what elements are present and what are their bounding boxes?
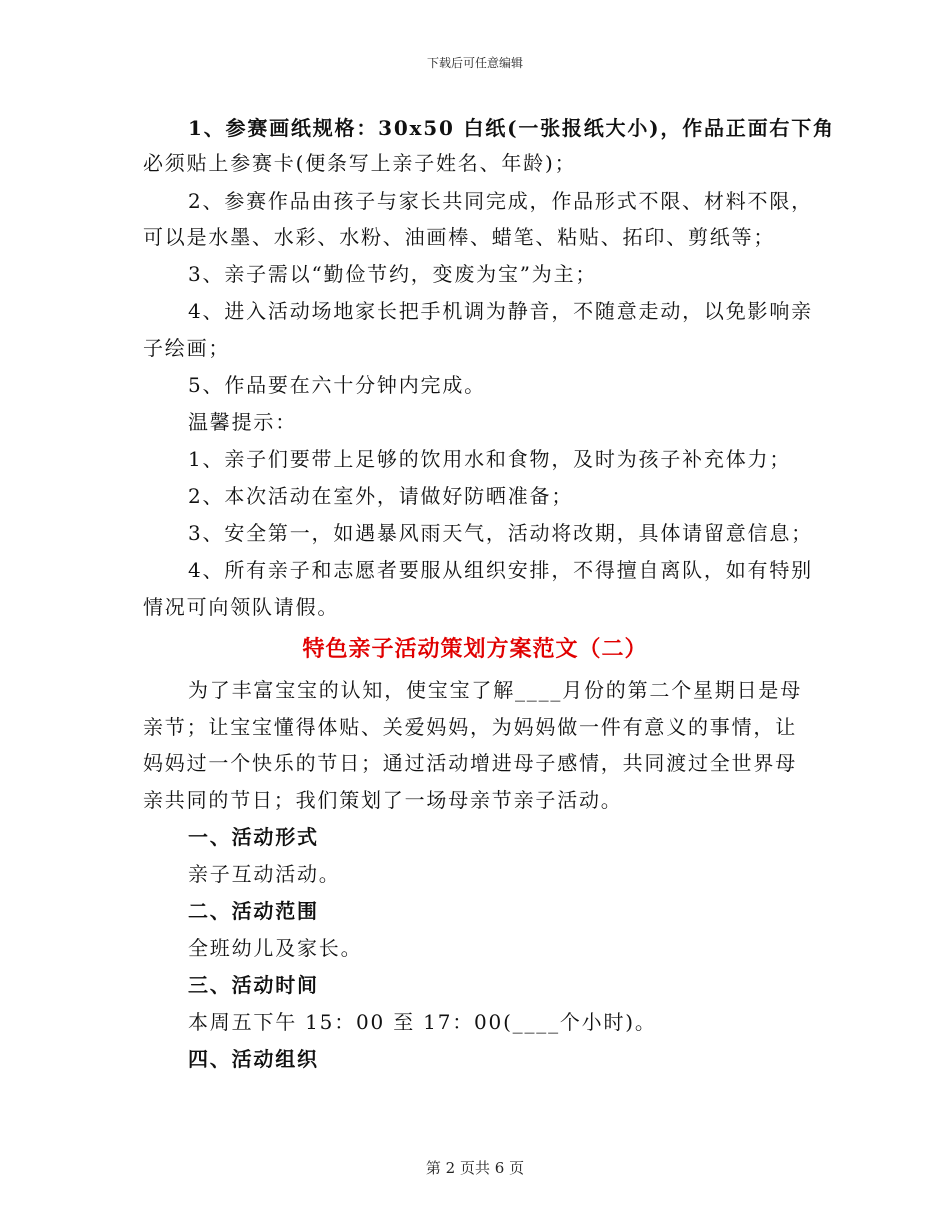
- tip-4-line-1: 4、所有亲子和志愿者要服从组织安排，不得擅自离队，如有特别: [188, 558, 813, 582]
- section-title: 特色亲子活动策划方案范文（二）: [302, 637, 648, 662]
- heading-activity-form: 一、活动形式: [188, 825, 319, 849]
- rule-2-line-1: 2、参赛作品由孩子与家长共同完成，作品形式不限、材料不限，: [188, 189, 813, 213]
- tip-2: 2、本次活动在室外，请做好防晒准备；: [188, 484, 574, 508]
- rule-5: 5、作品要在六十分钟内完成。: [188, 373, 486, 397]
- page-header-note: 下载后可任意编辑: [426, 56, 523, 70]
- page-footer-number: 第 2 页共 6 页: [425, 1159, 525, 1177]
- heading-activity-time: 三、活动时间: [188, 973, 319, 997]
- heading-activity-organization: 四、活动组织: [188, 1047, 319, 1071]
- rule-2-line-2: 可以是水墨、水彩、水粉、油画棒、蜡笔、粘贴、拓印、剪纸等；: [143, 225, 776, 249]
- intro-line-4: 亲共同的节日；我们策划了一场母亲节亲子活动。: [143, 788, 623, 812]
- tip-4-line-2: 情况可向领队请假。: [143, 595, 340, 619]
- intro-line-2: 亲节；让宝宝懂得体贴、关爱妈妈，为妈妈做一件有意义的事情，让: [143, 715, 797, 739]
- intro-line-1: 为了丰富宝宝的认知，使宝宝了解____月份的第二个星期日是母: [188, 678, 802, 702]
- heading-activity-scope: 二、活动范围: [188, 899, 319, 923]
- activity-scope-text: 全班幼儿及家长。: [188, 936, 363, 960]
- tips-heading: 温馨提示：: [188, 410, 297, 434]
- rule-1-line-1: 1、参赛画纸规格：30x50 白纸(一张报纸大小)，作品正面右下角: [188, 116, 835, 140]
- rule-4-line-2: 子绘画；: [143, 336, 231, 360]
- tip-1: 1、亲子们要带上足够的饮用水和食物，及时为孩子补充体力；: [188, 447, 792, 471]
- rule-1-line-2: 必须贴上参赛卡(便条写上亲子姓名、年龄)；: [143, 151, 577, 175]
- activity-form-text: 亲子互动活动。: [188, 862, 341, 886]
- rule-4-line-1: 4、进入活动场地家长把手机调为静音，不随意走动，以免影响亲: [188, 299, 813, 323]
- tip-3: 3、安全第一，如遇暴风雨天气，活动将改期，具体请留意信息；: [188, 521, 813, 545]
- intro-line-3: 妈妈过一个快乐的节日；通过活动增进母子感情，共同渡过全世界母: [143, 751, 797, 775]
- rule-3: 3、亲子需以“勤俭节约，变废为宝”为主；: [188, 262, 598, 286]
- activity-time-text: 本周五下午 15：00 至 17：00(____个小时)。: [188, 1010, 657, 1034]
